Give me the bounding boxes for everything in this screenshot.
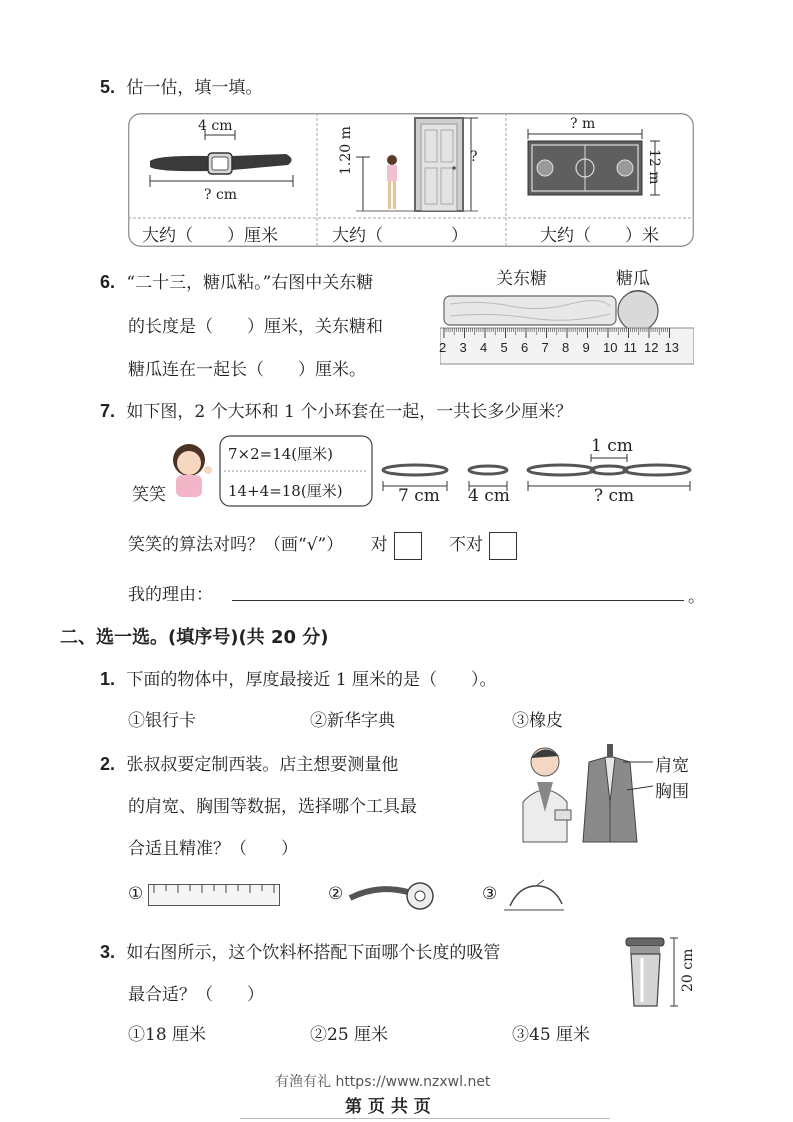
court-length-label: ? m	[570, 116, 596, 132]
court-width-label: 12 m	[646, 149, 662, 185]
straight-ruler-icon	[148, 884, 280, 906]
q5-answer-3: 大约（ ）米	[540, 226, 659, 246]
q5-text: 估一估，填一填。	[126, 78, 263, 98]
tanggua-candy	[618, 291, 658, 331]
q7-text: 如下图，2 个大环和 1 个小环套在一起，一共长多少厘米？	[126, 402, 573, 422]
combined-big-ring-left	[528, 465, 594, 475]
section2-title: 二、选一选。(填序号)(共 20 分)	[60, 627, 329, 648]
tanggua-label: 糖瓜	[616, 269, 650, 289]
s3-option-1: ①18 厘米	[128, 1025, 207, 1045]
ruler-tick-label: 10	[603, 340, 618, 355]
q5-estimation-panel	[128, 113, 694, 247]
s1-title	[100, 665, 497, 690]
s1-option-1: ①银行卡	[128, 711, 196, 731]
q6-line1	[100, 268, 373, 293]
combined-small-ring	[591, 466, 627, 474]
q6-text-line3: 糖瓜连在一起长（ ）厘米。	[128, 360, 366, 380]
s2-option-2: ②	[328, 884, 344, 904]
s3-option-3: ③45 厘米	[512, 1025, 591, 1045]
cup-height-label: 20 cm	[680, 948, 696, 992]
s3-text-line1: 如右图所示，这个饮料杯搭配下面哪个长度的吸管	[126, 943, 501, 963]
bubble-step1: 7×2=14(厘米)	[228, 445, 334, 463]
guandongtang-label: 关东糖	[496, 269, 547, 289]
shoulder-width-label: 肩宽	[655, 756, 689, 776]
ruler-tick-label: 12	[644, 340, 659, 355]
s2-option-1: ①	[128, 884, 144, 904]
watermark-text: 有渔有礼 https://www.nzxwl.net	[275, 1074, 491, 1090]
ruler-tick-label: 8	[562, 340, 570, 355]
overlap-length: 1 cm	[591, 436, 633, 456]
q7-wrong-checkbox[interactable]	[489, 532, 517, 560]
q5-title	[100, 73, 262, 98]
page-number: 第 页 共 页	[345, 1097, 431, 1117]
watch-face-width-label: 4 cm	[198, 118, 233, 134]
s2-text-line1: 张叔叔要定制西装。店主想要测量他	[126, 755, 399, 775]
q6-text-line2: 的长度是（ ）厘米，关东糖和	[128, 317, 383, 337]
small-ring-length: 4 cm	[468, 486, 510, 506]
watch-length-label: ? cm	[204, 187, 238, 203]
q7-reason-label: 我的理由：	[128, 585, 213, 605]
bubble-step2: 14+4=18(厘米)	[228, 482, 343, 500]
q7-wrong-label: 不对	[449, 535, 484, 555]
ruler-tick-label: 5	[500, 340, 508, 355]
s2-option-3: ③	[482, 884, 498, 904]
s1-text: 下面的物体中，厚度最接近 1 厘米的是（ ）。	[126, 670, 497, 690]
tape-measure-icon	[348, 878, 438, 912]
q6-number: 6.	[100, 272, 116, 292]
s1-option-3: ③橡皮	[512, 711, 563, 731]
q5-answer-1: 大约（ ）厘米	[142, 226, 278, 246]
total-length: ? cm	[594, 486, 635, 506]
q6-ruler-figure	[440, 262, 694, 367]
ruler-tick-label: 7	[541, 340, 549, 355]
s2-number: 2.	[100, 754, 116, 774]
small-ring	[469, 466, 507, 474]
ruler-tick-label: 13	[664, 340, 679, 355]
q7-title	[100, 397, 572, 422]
suit-jacket-icon	[583, 744, 637, 842]
chest-label: 胸围	[655, 782, 689, 802]
s2-suit-figure	[515, 742, 700, 852]
q5-number: 5.	[100, 77, 116, 97]
ruler-tick-label: 6	[521, 340, 529, 355]
q7-reason-input[interactable]	[232, 600, 684, 601]
door-height-label: ?	[470, 149, 478, 165]
q7-reason-end: 。	[688, 587, 705, 607]
big-ring-length: 7 cm	[398, 486, 440, 506]
tailor-icon	[523, 748, 571, 842]
ruler-tick-label: 9	[582, 340, 590, 355]
s2-options	[128, 878, 598, 914]
q7-figure	[128, 430, 708, 510]
ruler-tick-label: 4	[480, 340, 488, 355]
q6-text-line1: “二十三，糖瓜粘。”右图中关东糖	[126, 273, 374, 293]
q7-number: 7.	[100, 401, 116, 421]
s3-line1	[100, 938, 500, 963]
big-ring	[383, 465, 447, 475]
s2-text-line2: 的肩宽、胸围等数据，选择哪个工具最	[128, 797, 417, 817]
s3-text-line2: 最合适？（ ）	[128, 985, 264, 1005]
s1-option-2: ②新华字典	[310, 711, 395, 731]
q7-judge-text: 笑笑的算法对吗？（画“√”）	[128, 535, 344, 555]
q7-judge-row	[128, 530, 517, 560]
ruler-tick-label: 2	[439, 340, 447, 355]
girl-height-label: 1.20 m	[338, 126, 354, 175]
xiaoxiao-name: 笑笑	[132, 485, 166, 505]
footer-rule	[240, 1118, 610, 1119]
q5-answer-2: 大约（ ）	[332, 226, 468, 246]
s2-line1	[100, 750, 398, 775]
xiaoxiao-avatar	[173, 444, 212, 497]
ruler-tick-label: 11	[623, 340, 637, 355]
q7-right-label: 对	[370, 535, 388, 555]
combined-big-ring-right	[624, 465, 690, 475]
s3-number: 3.	[100, 942, 116, 962]
s2-text-line3: 合适且精准？（ ）	[128, 839, 298, 859]
s1-number: 1.	[100, 669, 116, 689]
hand-span-icon	[500, 878, 570, 912]
s3-option-2: ②25 厘米	[310, 1025, 389, 1045]
ruler-tick-label: 3	[459, 340, 467, 355]
q7-right-checkbox[interactable]	[394, 532, 422, 560]
s3-cup-figure	[620, 934, 700, 1014]
